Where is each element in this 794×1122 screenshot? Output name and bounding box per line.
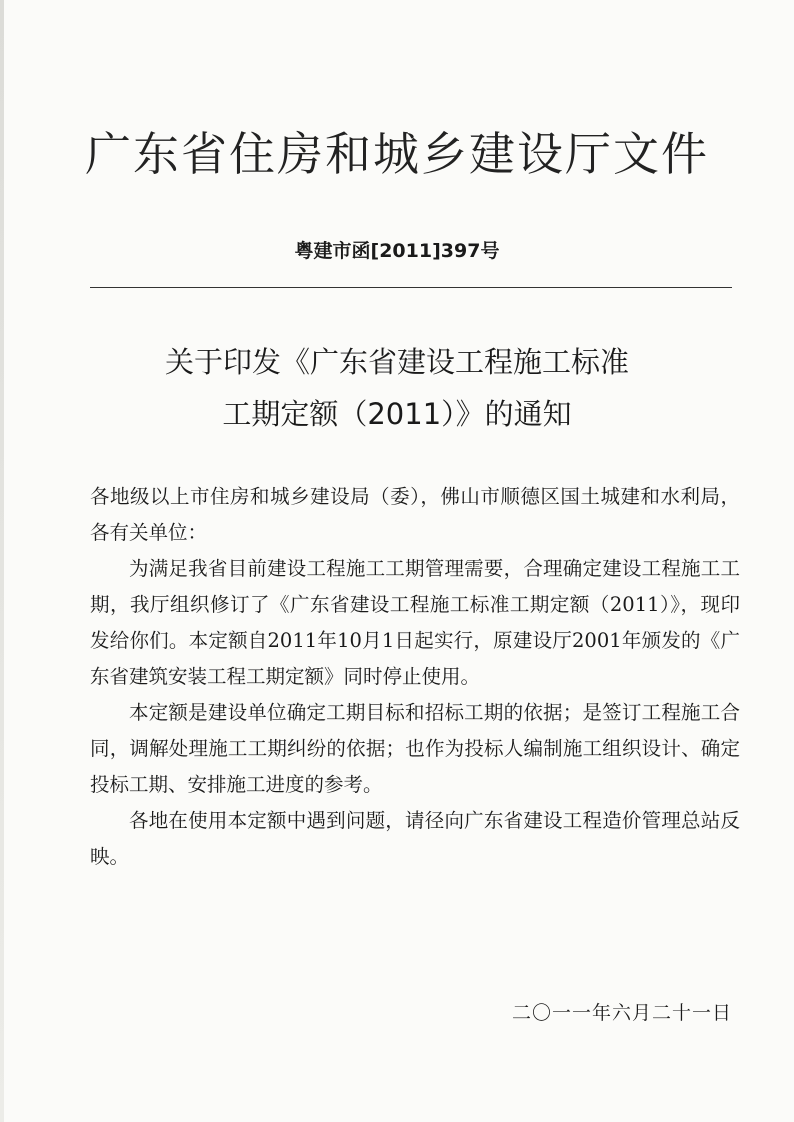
notice-title xyxy=(0,336,794,440)
notice-title-line2: 工期定额（2011）》的通知 xyxy=(222,397,572,431)
notice-body xyxy=(90,479,740,875)
document-number: 粤建市函[2011]397号 xyxy=(294,240,500,262)
issue-date: 二〇一一年六月二十一日 xyxy=(511,1002,732,1024)
salutation: 各地级以上市住房和城乡建设局（委），佛山市顺德区国土城建和水利局，各有关单位： xyxy=(90,485,740,544)
header-divider xyxy=(90,287,732,288)
paragraph-3: 各地在使用本定额中遇到问题，请径向广东省建设工程造价管理总站反映。 xyxy=(90,809,740,868)
org-header-title: 广东省住房和城乡建设厅文件 xyxy=(85,127,709,181)
paragraph-1: 为满足我省目前建设工程施工工期管理需要，合理确定建设工程施工工期，我厅组织修订了《广东省建设工程施工标准工期定额（2011）》，现印发给你们。本定额自2011年10月1日起实行，原建设厅2001年颁发的《广东省建筑安装工程工期定额》同时停止使用。 xyxy=(90,557,740,688)
paragraph-2: 本定额是建设单位确定工期目标和招标工期的依据；是签订工程施工合同，调解处理施工工期纠纷的依据；也作为投标人编制施工组织设计、确定投标工期、安排施工进度的参考。 xyxy=(90,701,740,796)
notice-title-line1: 关于印发《广东省建设工程施工标准 xyxy=(164,345,629,379)
